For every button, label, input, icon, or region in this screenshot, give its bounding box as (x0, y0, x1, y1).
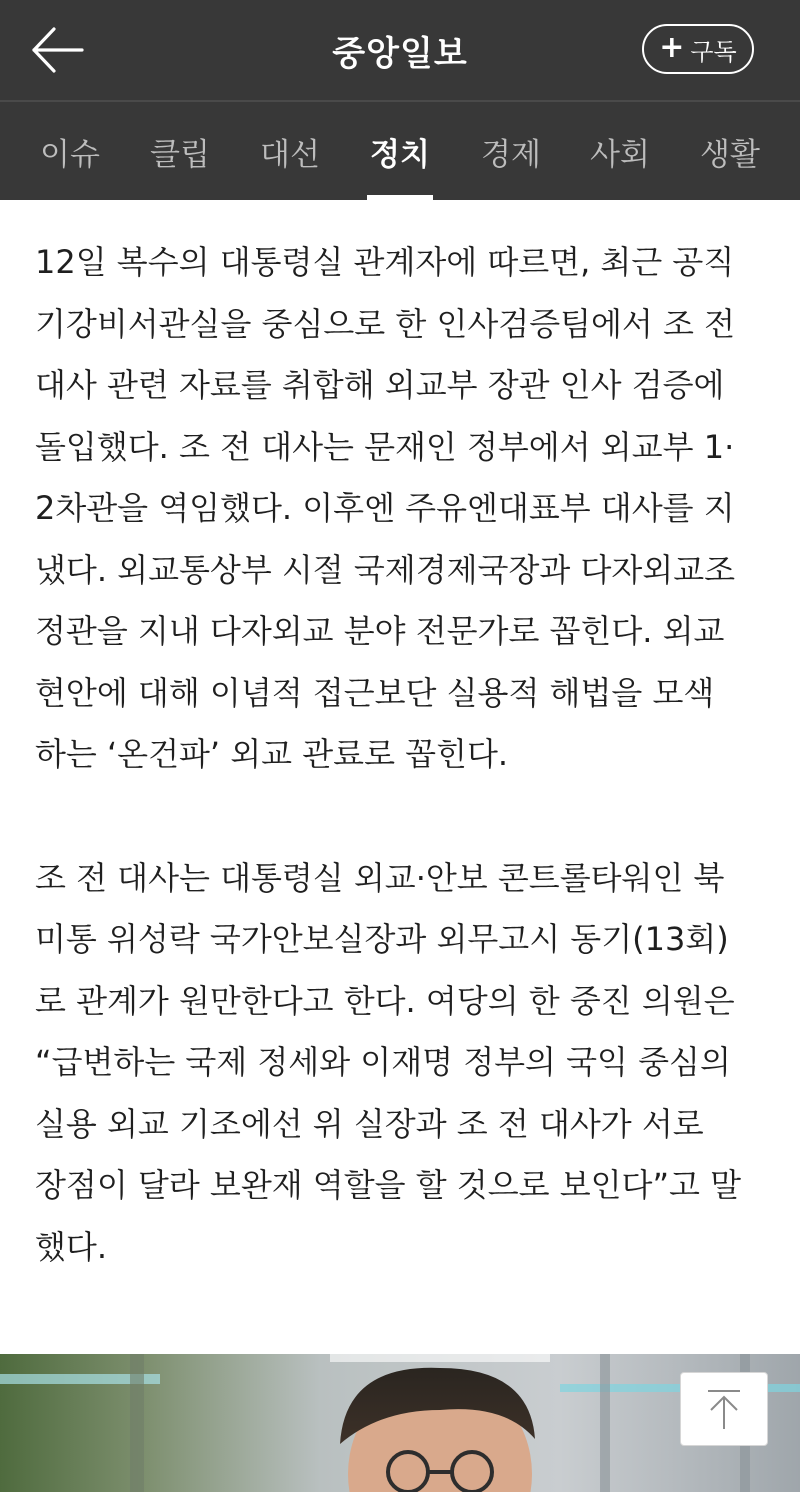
subscribe-button[interactable] (642, 24, 754, 74)
tab-label: 사회 (590, 136, 650, 173)
tab-label: 대선 (260, 136, 320, 173)
tab-label: 이슈 (40, 136, 100, 173)
tab-life[interactable] (670, 102, 790, 200)
article-body (35, 232, 770, 1278)
scroll-to-top-icon (704, 1387, 744, 1431)
tab-society[interactable] (560, 102, 680, 200)
tab-economy[interactable] (451, 102, 571, 200)
article-paragraph: 12일 복수의 대통령실 관계자에 따르면, 최근 공직 기강비서관실을 중심으로 한 인사검증팀에서 조 전 대사 관련 자료를 취합해 외교부 장관 인사 검증에 돌입했다. 조 전 대사는 문재인 정부에서 외교부 1· 2차관을 역임했다. 이후엔 주유엔대표부 대사를 지 냈다. 외교통상부 시절 국제경제국장과 다자외교조 정관을 지내 다자외교 분야 전문가로 꼽힌다. 외교 현안에 대해 이념적 접근보단 실용적 해법을 모색 하는 ‘온건파’ 외교 관료로 꼽힌다. (35, 243, 736, 773)
scroll-to-top-button[interactable] (680, 1372, 768, 1446)
top-app-bar (0, 0, 800, 102)
tab-label: 정치 (370, 136, 430, 173)
subscribe-label: 구독 (690, 37, 737, 66)
tab-election[interactable] (230, 102, 350, 200)
category-tabs (0, 102, 800, 200)
tab-issue[interactable] (10, 102, 130, 200)
tab-politics[interactable] (367, 102, 433, 200)
tab-label: 클립 (150, 136, 210, 173)
page-title: 중앙일보 (332, 34, 468, 74)
tab-label: 경제 (481, 136, 541, 173)
article-paragraph: 조 전 대사는 대통령실 외교·안보 콘트롤타워인 북 미통 위성락 국가안보실장과 외무고시 동기(13회) 로 관계가 원만한다고 한다. 여당의 한 중진 의원은 “급변하는 국제 정세와 이재명 정부의 국익 중심의 실용 외교 기조에선 위 실장과 조 전 대사가 서로 장점이 달라 보완재 역할을 할 것으로 보인다”고 말 했다. (35, 858, 742, 1266)
tab-clip[interactable] (120, 102, 240, 200)
plus-icon: + (659, 29, 685, 65)
tab-label: 생활 (700, 136, 760, 173)
